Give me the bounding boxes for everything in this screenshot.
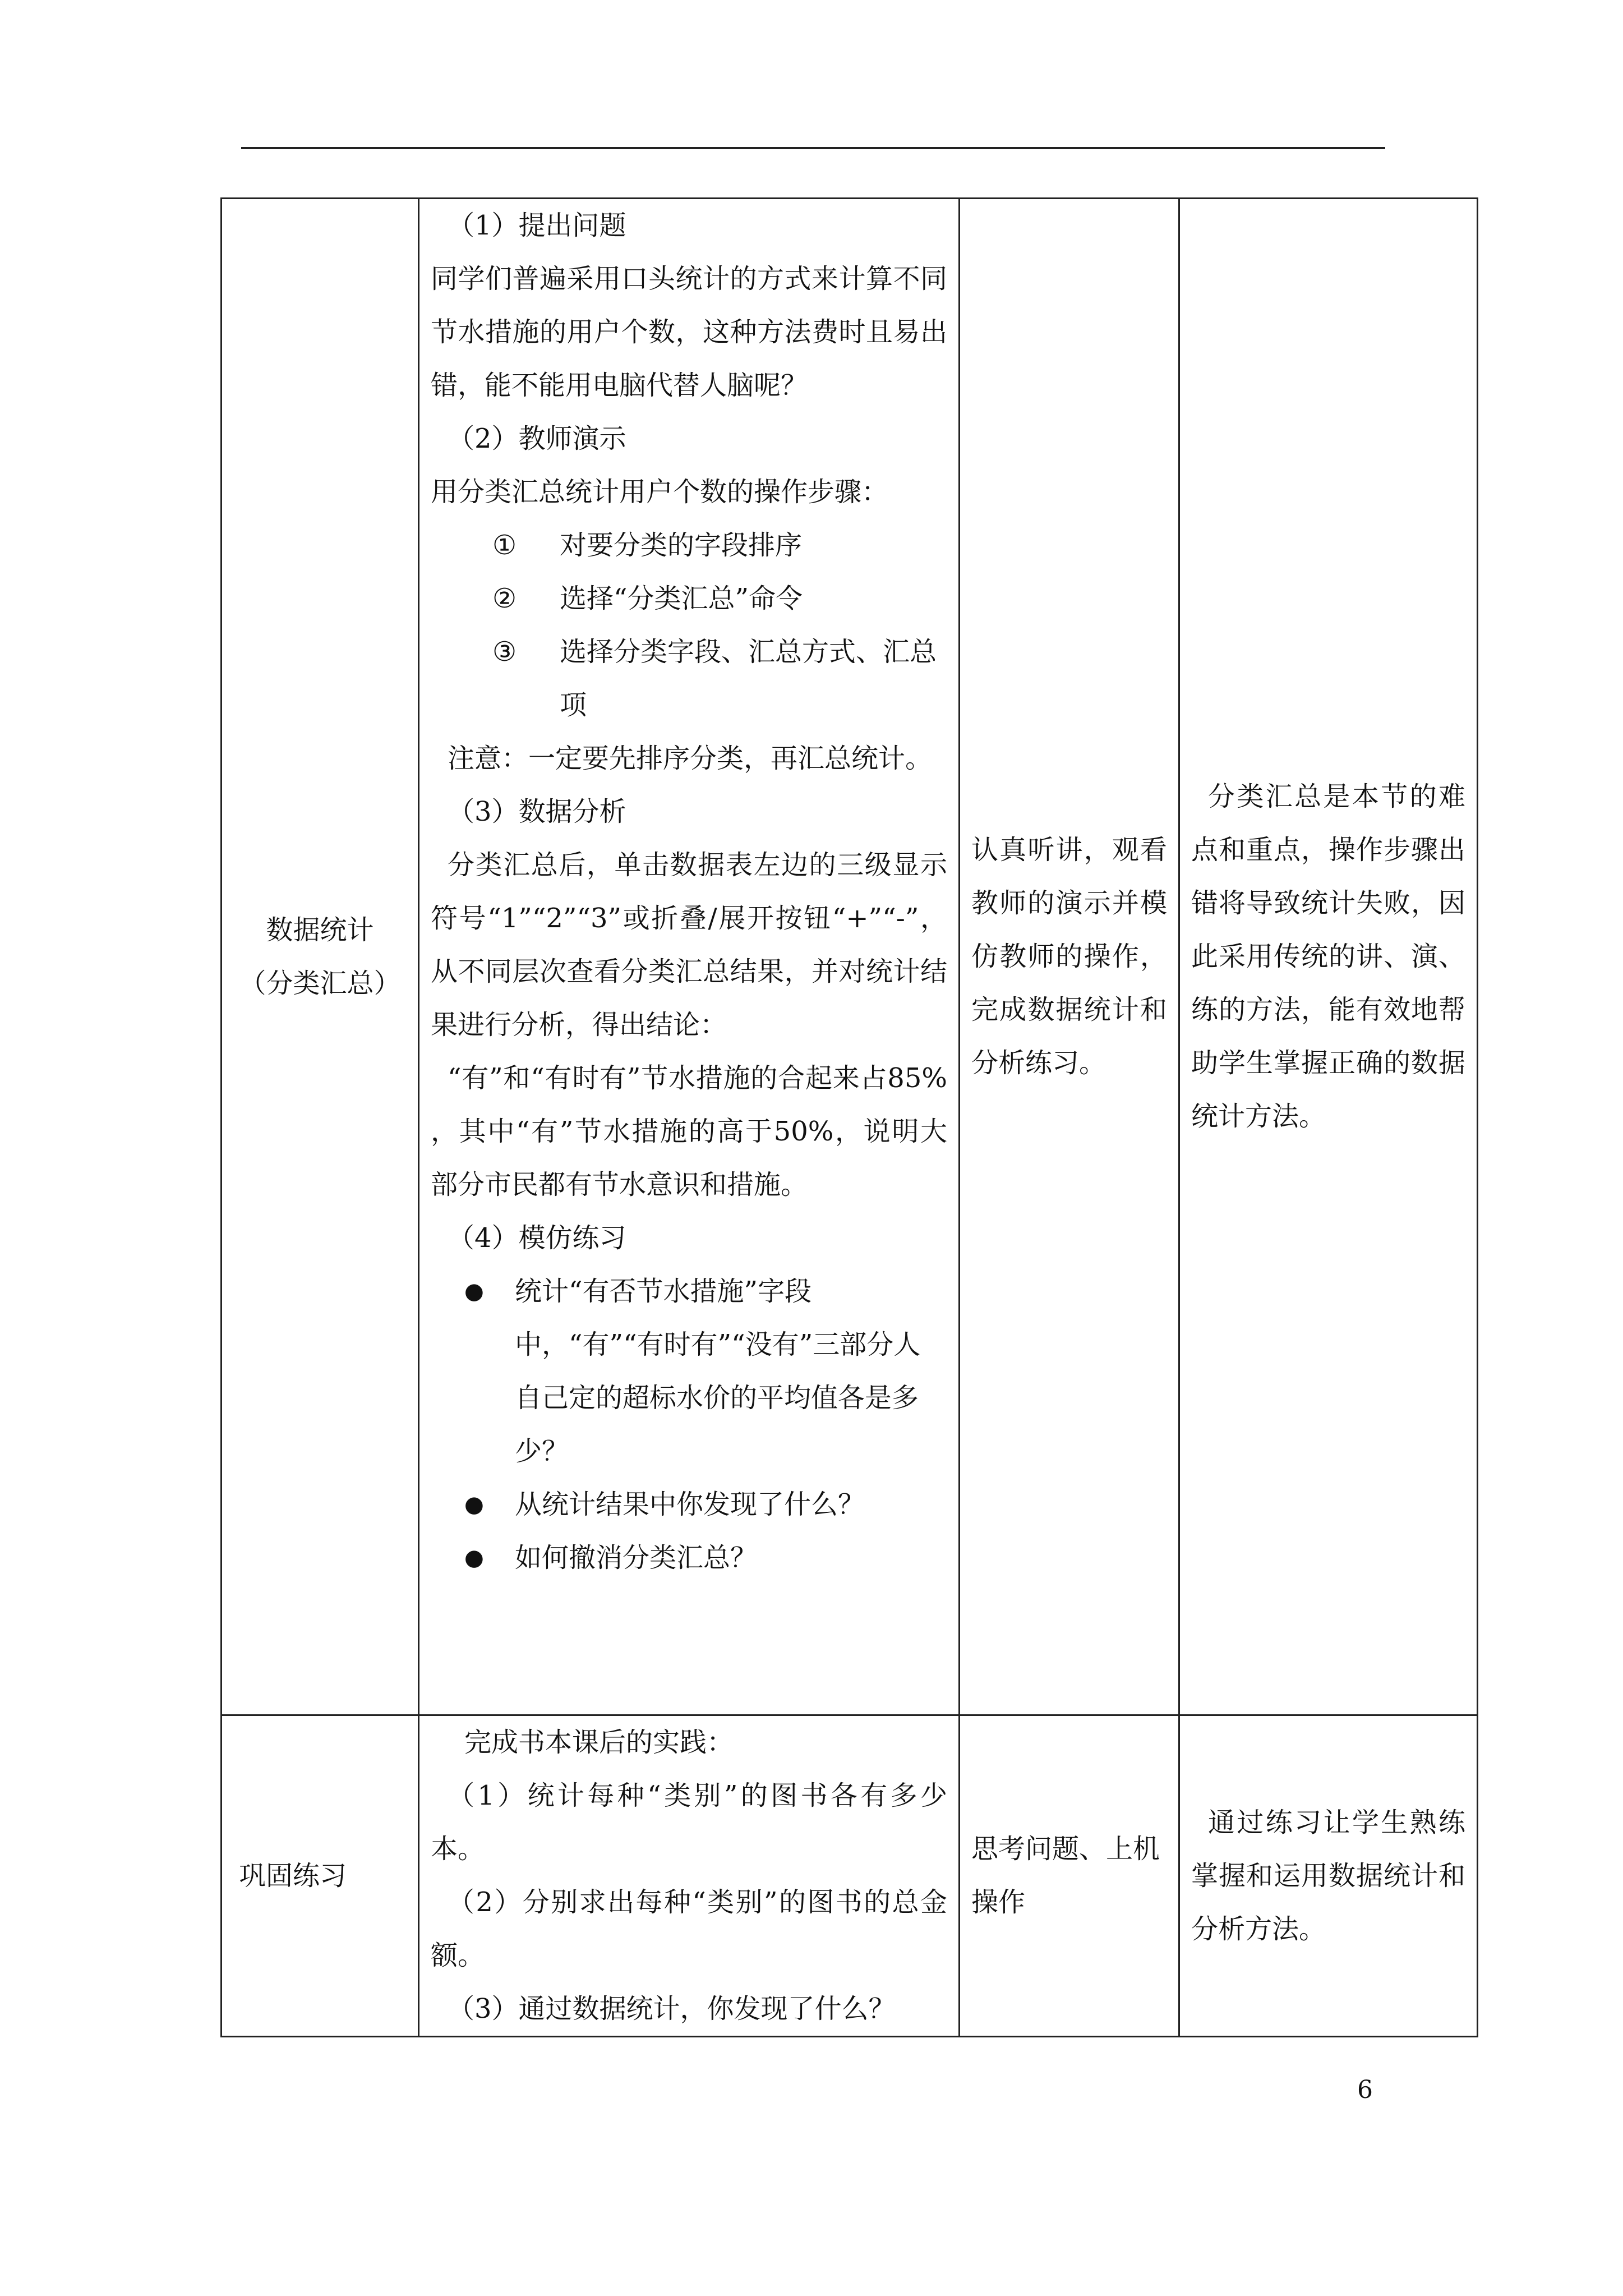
paragraph-ask: 同学们普遍采用口头统计的方式来计算不同节水措施的用户个数，这种方法费时且易出错，能不能用电脑代替人脑呢？ <box>431 263 947 401</box>
heading-practice: （4）模仿练习 <box>448 1222 626 1254</box>
student-activity-cell: 思考问题、上机操作 <box>960 1715 1179 2037</box>
lesson-table <box>220 197 1478 2037</box>
header-rule <box>241 147 1385 149</box>
practice-intro: 完成书本课后的实践： <box>464 1727 734 1758</box>
content-cell <box>419 199 960 1715</box>
paragraph-demo: 用分类汇总统计用户个数的操作步骤： <box>431 476 889 508</box>
step-item: ③ 选择分类字段、汇总方式、汇总项 <box>492 636 937 721</box>
section-title: 巩固练习 <box>239 1860 347 1892</box>
bullet-icon: ● <box>464 1278 484 1304</box>
practice-item: （3）通过数据统计，你发现了什么？ <box>448 1993 896 2024</box>
paragraph-analysis: 分类汇总后，单击数据表左边的三级显示符号“1”“2”“3”或折叠/展开按钮“+”“-”，从不同层次查看分类汇总结果，并对统计结果进行分析，得出结论： <box>431 849 947 1041</box>
section-subtitle: （分类汇总） <box>239 967 401 999</box>
list-item: ● 从统计结果中你发现了什么？ <box>431 1478 947 1531</box>
table-row <box>222 1715 1478 2037</box>
practice-item: （2）分别求出每种“类别”的图书的总金额。 <box>431 1887 947 1971</box>
list-item: ● 统计“有否节水措施”字段中，“有”“有时有”“没有”三部分人自己定的超标水价的平均值各是多少？ <box>431 1265 947 1478</box>
heading-ask: （1）提出问题 <box>448 210 626 241</box>
section-cell <box>222 1715 419 2037</box>
design-intent-cell: 通过练习让学生熟练掌握和运用数据统计和分析方法。 <box>1179 1715 1478 2037</box>
practice-item: （1）统计每种“类别”的图书各有多少本。 <box>431 1780 947 1865</box>
page-number: 6 <box>1357 2076 1373 2104</box>
heading-demo: （2）教师演示 <box>448 423 626 454</box>
list-item: ● 如何撤消分类汇总？ <box>431 1531 947 1585</box>
step-item: ① 对要分类的字段排序 <box>492 530 803 561</box>
bullet-icon: ● <box>464 1492 484 1517</box>
bullet-icon: ● <box>464 1545 484 1571</box>
table-row <box>222 199 1478 1715</box>
section-title: 数据统计 <box>266 914 374 946</box>
note-text: 注意：一定要先排序分类，再汇总统计。 <box>448 743 933 774</box>
content-cell <box>419 1715 960 2037</box>
heading-analysis: （3）数据分析 <box>448 796 626 827</box>
student-activity-cell: 认真听讲，观看教师的演示并模仿教师的操作，完成数据统计和分析练习。 <box>960 199 1179 1715</box>
design-intent-cell: 分类汇总是本节的难点和重点，操作步骤出错将导致统计失败，因此采用传统的讲、演、练的方法，能有效地帮助学生掌握正确的数据统计方法。 <box>1179 199 1478 1715</box>
section-cell <box>222 199 419 1715</box>
paragraph-conclusion: “有”和“有时有”节水措施的合起来占85% ，其中“有”节水措施的高于50%，说明大部分市民都有节水意识和措施。 <box>431 1062 947 1200</box>
step-item: ② 选择“分类汇总”命令 <box>492 583 803 614</box>
